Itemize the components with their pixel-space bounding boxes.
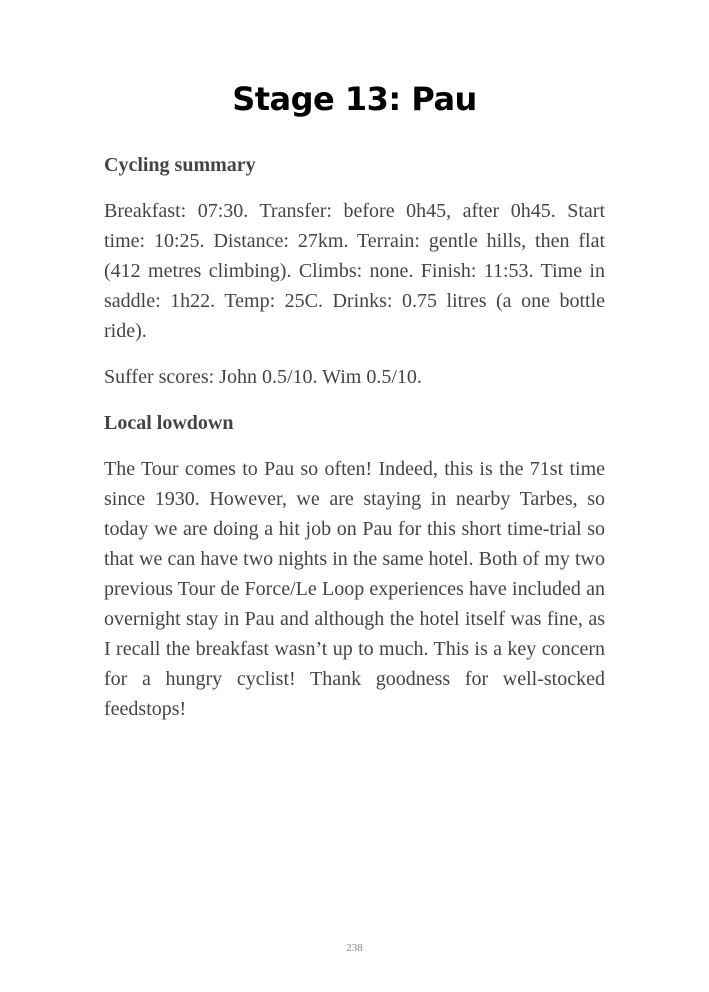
local-lowdown-body: The Tour comes to Pau so often! Indeed, this is the 71st time since 1930. However, we are staying in nearby Tarbes, so today we are doing a hit job on Pau for this short time-trial so that we can have two nights in the same hotel. Both of my two previous Tour de Force/Le Loop experiences have included an overnight stay in Pau and although the hotel itself was fine, as I recall the breakfast wasn’t up to much. This is a key concern for a hungry cyclist! Thank goodness for well-stocked feedstops! (104, 458, 605, 720)
cycling-summary-details: Breakfast: 07:30. Transfer: before 0h45, after 0h45. Start time: 10:25. Distance: 27km. Terrain: gentle hills, then flat (412 metres climbing). Climbs: none. Finish: 11:53. Time in saddle: 1h22. Temp: 25C. Drinks: 0.75 litres (a one bottle ride). (104, 200, 605, 342)
section-heading-local-lowdown: Local lowdown (104, 412, 234, 434)
suffer-scores: Suffer scores: John 0.5/10. Wim 0.5/10. (104, 366, 422, 388)
page-title: Stage 13: Pau (232, 80, 477, 118)
section-heading-cycling-summary: Cycling summary (104, 154, 256, 176)
page-number: 238 (346, 942, 363, 954)
page-content (104, 150, 605, 740)
